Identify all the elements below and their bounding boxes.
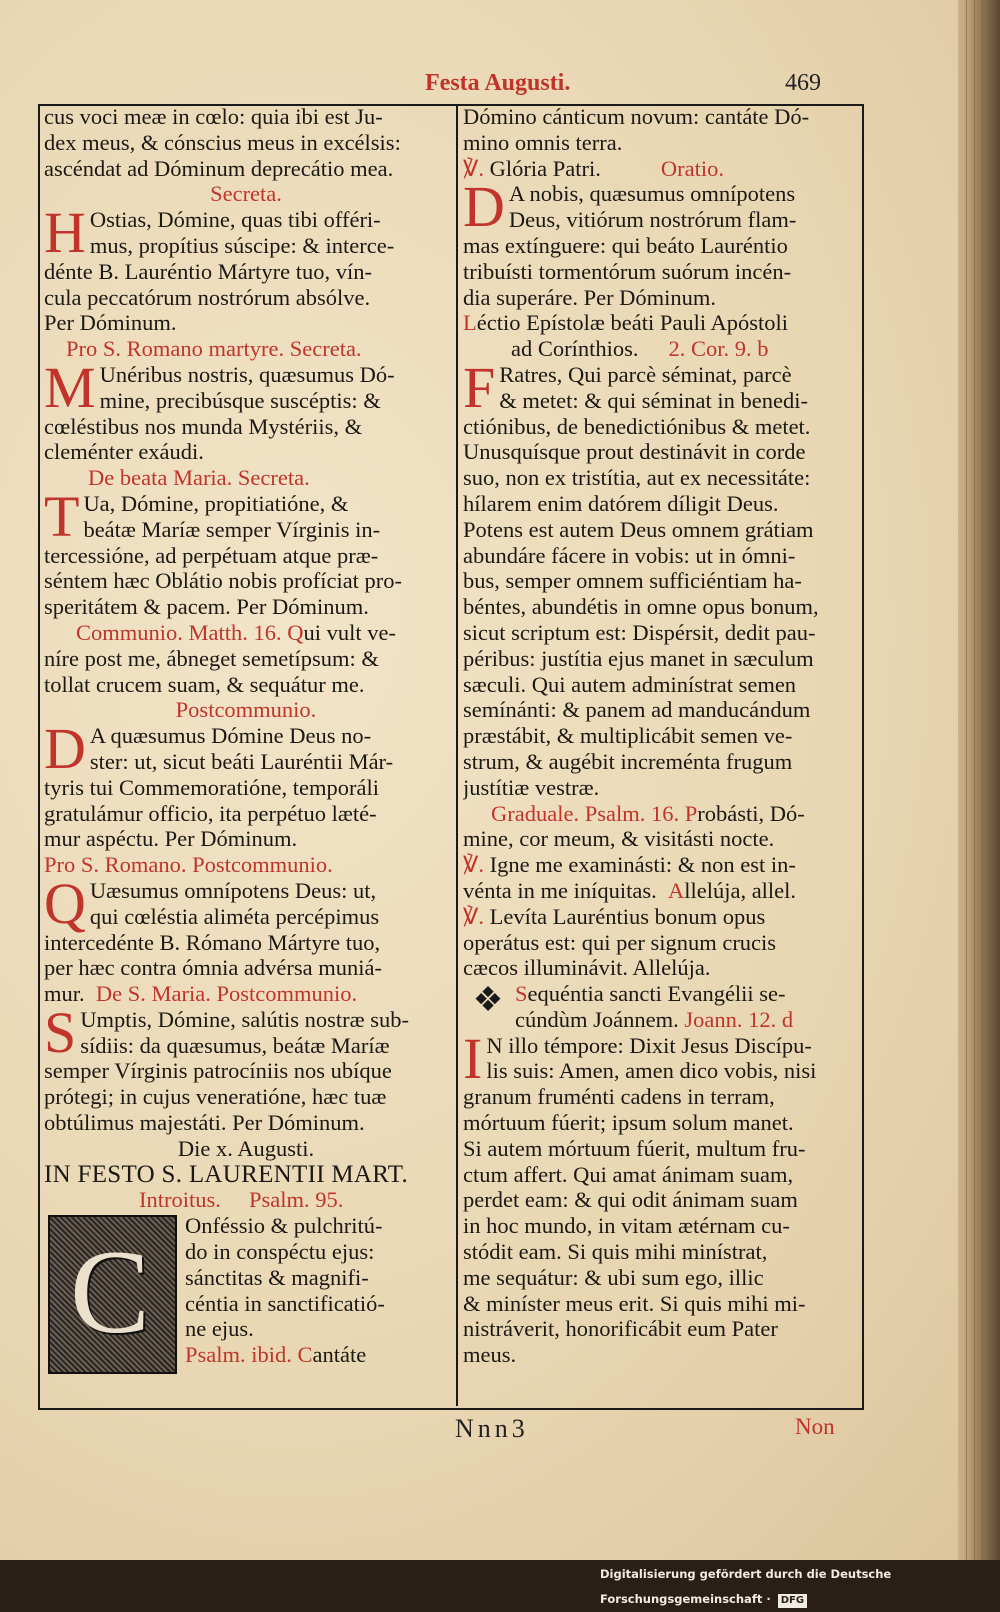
communio-label: Communio. Matth. 16. Q — [76, 619, 304, 645]
levita-line — [463, 904, 865, 930]
text-line: cœléstibus nos munda Mystériis, & — [44, 413, 363, 439]
text-line: Unéribus nostris, quæsumus Dó- — [99, 361, 395, 387]
secreta-heading: Secreta. — [210, 181, 282, 207]
text-line: mórtuum fúerit; ipsum solum manet. — [463, 1110, 794, 1136]
sumptis-paragraph — [44, 999, 448, 1136]
text-line: lis suis: Amen, amen dico vobis, nisi — [486, 1058, 817, 1084]
credit-text: Digitalisierung gefördert durch die Deutsche Forschungsgemeinschaft · — [600, 1567, 892, 1606]
sequentia-initial: S — [515, 981, 528, 1007]
text-line: tercessióne, ad perpétuam atque præ- — [44, 542, 379, 568]
text-line: séntem hæc Oblátio nobis profíciat pro- — [44, 568, 403, 594]
text-line: abundáre fácere in vobis: ut in ómni- — [463, 542, 796, 568]
text-line: sæculi. Qui autem adminístrat semen — [463, 671, 797, 697]
woodcut-initial — [48, 1215, 177, 1374]
text-line: sánctitas & magnifi- — [185, 1264, 369, 1290]
versicle-icon: ℣. — [463, 852, 485, 878]
text-line: do in conspéctu ejus: — [185, 1239, 375, 1265]
text-line: beátæ Maríæ semper Vírginis in- — [83, 516, 381, 542]
romano-postcommunio-heading: Pro S. Romano. Postcommunio. — [44, 852, 333, 878]
text-line: intercedénte B. Rómano Mártyre tuo, — [44, 929, 381, 955]
text-line: A quæsumus Dómine Deus no- — [89, 723, 372, 749]
text-line: tollat crucem suam, & sequátur me. — [44, 671, 365, 697]
page-number: 469 — [785, 70, 821, 96]
versicle-icon: ℣. — [463, 155, 485, 181]
igne-text-2: vénta in me iníquitas. — [463, 877, 657, 903]
text-line: Dómino cánticum novum: cantáte Dó- — [463, 104, 810, 129]
levita-text: Levíta Lauréntius bonum opus — [489, 903, 766, 929]
text-line: A nobis, quæsumus omnípotens — [508, 181, 796, 207]
text-line: ascéndat ad Dóminum deprecátio mea. — [44, 155, 394, 181]
running-head: Festa Augusti. — [425, 70, 571, 96]
text-line: ctiónibus, de benedictiónibus & metet. — [463, 413, 811, 439]
text-line: mine, cor meum, & visitásti nocte. — [463, 826, 775, 852]
igne-text: Igne me examinásti: & non est in- — [489, 852, 796, 878]
text-line: N illo témpore: Dixit Jesus Discípu- — [486, 1032, 812, 1058]
text-line: céntia in sanctificatió- — [185, 1290, 385, 1316]
lectio-text: éctio Epístolæ beáti Pauli Apóstoli — [476, 310, 788, 336]
text-line: obtúlimus majestáti. Per Dóminum. — [44, 1110, 365, 1136]
tua-paragraph — [44, 483, 448, 620]
text-line: béntes, abundétis in omne opus bonum, — [463, 594, 819, 620]
lectio-ref: 2. Cor. 9. b — [668, 336, 769, 362]
gloria-line — [463, 156, 865, 182]
sequentia-line — [515, 981, 865, 1007]
column-divider — [456, 104, 458, 1406]
text-line: cula peccatórum nostrórum absólve. — [44, 284, 371, 310]
gloria-text: Glória Patri. — [489, 155, 601, 181]
text-line: & metet: & qui séminat in benedi- — [499, 387, 808, 413]
text-line — [44, 981, 448, 1007]
introitus-label: Introitus. — [139, 1187, 221, 1213]
woodcut-letter: C — [70, 1225, 151, 1359]
igne-line — [463, 852, 865, 878]
text-line: sicut scriptum est: Dispérsit, dedit pau- — [463, 619, 816, 645]
text-line: cæcos illuminávit. Allelúja. — [463, 955, 711, 981]
fratres-paragraph — [463, 354, 865, 801]
graduale-line — [463, 801, 865, 827]
text-line: Ostias, Dómine, quas tibi offéri- — [89, 207, 381, 233]
text-line: péribus: justítia ejus manet in sæculum — [463, 645, 814, 671]
graduale-label: Graduale. Psalm. 16. P — [491, 800, 698, 826]
text-line: cleménter exáudi. — [44, 439, 204, 465]
communio-text: ui vult ve- — [303, 619, 396, 645]
text-line: dex meus, & cónscius meus in excélsis: — [44, 129, 401, 155]
drop-cap: D — [44, 716, 86, 782]
quaesumus-paragraph — [44, 870, 448, 1007]
digitization-credit — [600, 1562, 1000, 1606]
drop-cap: S — [44, 999, 77, 1065]
page-footer — [0, 1406, 975, 1446]
right-column — [463, 104, 865, 1368]
text-line: mur aspéctu. Per Dóminum. — [44, 826, 298, 852]
text-line: suo, non ex tristítia, aut ex necessitáte: — [463, 465, 811, 491]
text-line — [185, 1342, 448, 1368]
dfg-logo: DFG — [778, 1594, 807, 1608]
text-line: Uæsumus omnípotens Deus: ut, — [89, 877, 377, 903]
in-illo-paragraph — [463, 1025, 865, 1368]
maria-secreta-heading: De beata Maria. Secreta. — [88, 465, 310, 491]
drop-cap: M — [44, 354, 96, 420]
alleluia-text: llelúja, allel. — [684, 877, 797, 903]
text-line: Onféssio & pulchritú- — [185, 1213, 383, 1239]
text-line: præstábit, & multiplicábit semen ve- — [463, 723, 793, 749]
left-column — [44, 104, 448, 1374]
text-line: speritátem & pacem. Per Dóminum. — [44, 594, 369, 620]
drop-cap: I — [463, 1025, 483, 1091]
muneribus-paragraph — [44, 354, 448, 465]
confessio-paragraph — [44, 1213, 448, 1368]
drop-cap: H — [44, 200, 86, 266]
alleluia-line — [463, 878, 865, 904]
text-line: níre post me, ábneget semetípsum: & — [44, 645, 379, 671]
text-line: dénte B. Lauréntio Mártyre tuo, vín- — [44, 258, 373, 284]
text-line: Per Dóminum. — [44, 310, 177, 336]
text-line: mus, propítius súscipe: & interce- — [89, 232, 395, 258]
mur-text: mur. — [44, 981, 85, 1007]
text-line: Si autem mórtuum fúerit, multum fru- — [463, 1135, 806, 1161]
text-line: in hoc mundo, in vitam ætérnam cu- — [463, 1213, 790, 1239]
lectio-line-2 — [463, 336, 865, 362]
text-line: bus, semper omnem sufficiéntiam ha- — [463, 568, 802, 594]
sequentia-text-2: cúndùm Joánnem. — [515, 1006, 679, 1032]
text-line: me sequátur: & ubi sum ego, illic — [463, 1264, 764, 1290]
drop-cap: T — [44, 483, 80, 549]
text-line: Unusquísque prout destinávit in corde — [463, 439, 806, 465]
lectio-initial: L — [463, 310, 477, 336]
text-line: cus voci meæ in cœlo: quia ibi est Ju- — [44, 104, 383, 129]
text-line: semper Vírginis patrocíniis nos ubíque — [44, 1058, 392, 1084]
text-line: Ratres, Qui parcè séminat, parcè — [499, 361, 792, 387]
text-line: Deus, vitiórum nostrórum flam- — [508, 207, 797, 233]
edge-line — [982, 0, 983, 1560]
signature-mark: Nnn3 — [455, 1414, 529, 1443]
text-line: ne ejus. — [185, 1316, 254, 1342]
text-line: Potens est autem Deus omnem grátiam — [463, 516, 814, 542]
maria-postcommunio-heading: De S. Maria. Postcommunio. — [95, 981, 358, 1007]
introitus-line — [44, 1187, 448, 1213]
text-line: operátus est: qui per signum crucis — [463, 929, 777, 955]
da-paragraph — [44, 716, 448, 852]
lectio-text-2: ad Corínthios. — [511, 336, 639, 362]
text-line: sídiis: da quæsumus, beátæ Maríæ — [80, 1032, 390, 1058]
da2-paragraph — [463, 174, 865, 310]
page-header — [0, 70, 975, 104]
text-line: mino omnis terra. — [463, 129, 623, 155]
communio-line — [44, 620, 448, 646]
postcommunio-heading: Postcommunio. — [175, 697, 317, 723]
text-line: hílarem enim datórem díligit Deus. — [463, 490, 779, 516]
text-line: gratulámur officio, ita perpétuo læté- — [44, 800, 377, 826]
cantate-text: antáte — [312, 1342, 367, 1368]
text-line: ster: ut, sicut beáti Lauréntii Már- — [89, 748, 394, 774]
feast-title: IN FESTO S. LAURENTII MART. — [44, 1161, 409, 1188]
text-line: mas extínguere: qui beáto Lauréntio — [463, 232, 788, 258]
lectio-line — [463, 310, 865, 336]
text-line: Ua, Dómine, propitiatióne, & — [83, 490, 349, 516]
drop-cap: D — [463, 174, 505, 240]
text-line: tyris tui Commemoratióne, temporáli — [44, 774, 379, 800]
text-line: ctum affert. Qui amat ánimam suam, — [463, 1161, 794, 1187]
text-line: prótegi; in cujus veneratióne, hæc tuæ — [44, 1084, 387, 1110]
text-line: perdet eam: & qui odit ánimam suam — [463, 1187, 798, 1213]
text-line: justítiæ vestræ. — [463, 774, 600, 800]
edge-line — [974, 0, 975, 1560]
edge-line — [989, 0, 990, 1560]
romano-secreta-heading: Pro S. Romano martyre. Secreta. — [66, 336, 362, 362]
graduale-text: robásti, Dó- — [697, 800, 805, 826]
fleuron-ornament-icon: ❖ — [472, 982, 504, 1020]
sequentia-text: equéntia sancti Evangélii se- — [527, 981, 786, 1007]
edge-line — [966, 0, 967, 1560]
alleluia-initial: A — [667, 877, 685, 903]
date-line: Die x. Augusti. — [177, 1135, 315, 1161]
drop-cap: F — [463, 354, 496, 420]
psalm-label: Psalm. 95. — [249, 1187, 344, 1213]
text-line: mine, precibúsque suscéptis: & — [99, 387, 381, 413]
text-line: tribuísti tormentórum suórum incén- — [463, 258, 792, 284]
oratio-heading: Oratio. — [660, 155, 724, 181]
drop-cap: Q — [44, 870, 86, 936]
text-line: dia superáre. Per Dóminum. — [463, 284, 717, 310]
hostias-paragraph — [44, 200, 448, 336]
versicle-icon: ℣. — [463, 903, 485, 929]
text-line: & miníster meus erit. Si quis mihi mi- — [463, 1290, 806, 1316]
catchword: Non — [795, 1414, 835, 1439]
sequentia-paragraph — [463, 981, 865, 1033]
sequentia-ref: Joann. 12. d — [684, 1006, 794, 1032]
text-line: granum fruménti cadens in terram, — [463, 1084, 775, 1110]
page-edge — [958, 0, 1000, 1560]
text-line: Umptis, Dómine, salútis nostræ sub- — [80, 1006, 410, 1032]
text-line: qui cœléstia aliméta percépimus — [89, 903, 380, 929]
sequentia-line-2 — [515, 1007, 865, 1033]
text-line: strum, & augébit increménta frugum — [463, 748, 793, 774]
text-line: nistráverit, honorificábit eum Pater — [463, 1316, 778, 1342]
text-line: semínánti: & panem ad manducándum — [463, 697, 811, 723]
psalm-ibid-label: Psalm. ibid. C — [185, 1342, 313, 1368]
text-line: meus. — [463, 1342, 517, 1368]
text-line: stódit eam. Si quis mihi minístrat, — [463, 1239, 768, 1265]
text-line: per hæc contra ómnia advérsa muniá- — [44, 955, 382, 981]
